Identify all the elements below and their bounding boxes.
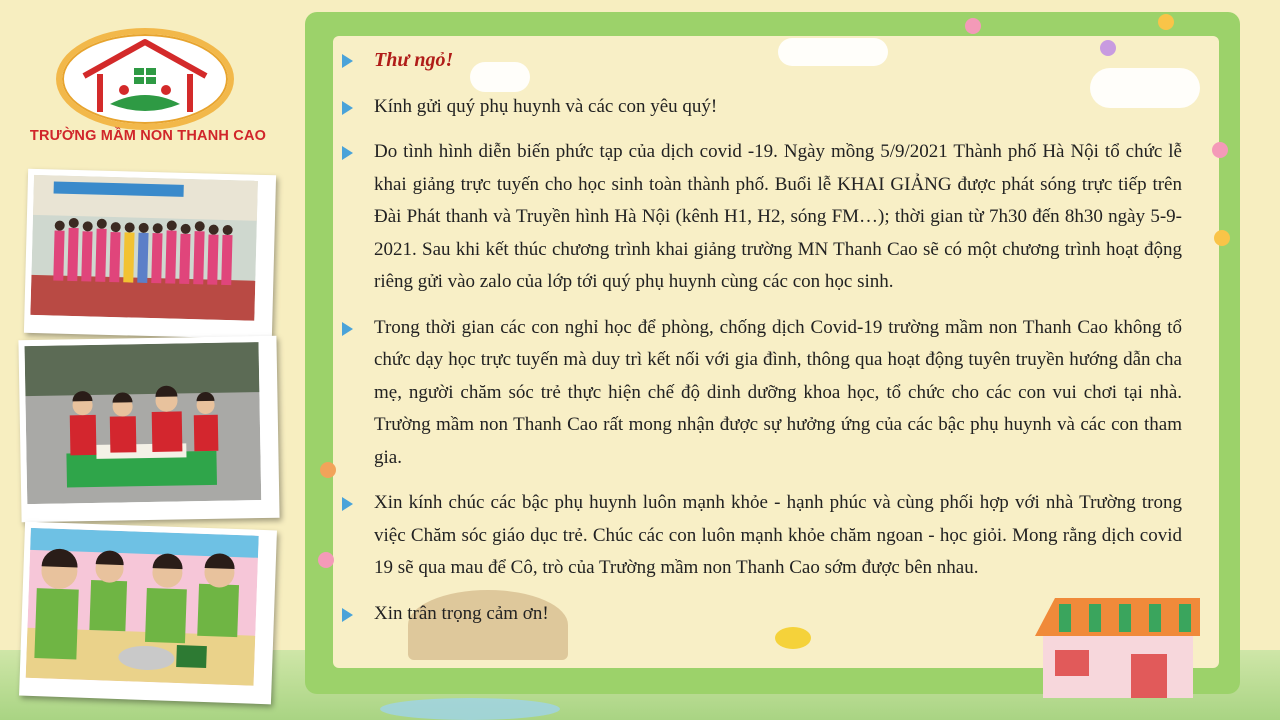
greeting-text: Kính gửi quý phụ huynh và các con yêu quý!: [374, 95, 718, 117]
flower-icon: [318, 552, 334, 568]
paragraph-text: Xin kính chúc các bậc phụ huynh luôn mạnh khỏe - hạnh phúc và cùng phối hợp với nhà Trường trong việc Chăm sóc giáo dục trẻ. Chúc các con luôn mạnh khỏe chăm ngoan - học giỏi. Mong rằng dịch covid 19 sẽ qua mau để Cô, trò của Trường mầm non Thanh Cao sớm được bên nhau.: [374, 492, 1182, 578]
letter-title-item: [340, 44, 1182, 78]
pond-decoration: [380, 698, 560, 720]
school-logo: [28, 20, 268, 160]
bullet-arrow-icon: [342, 146, 353, 160]
closing-text: Xin trân trọng cảm ơn!: [374, 602, 549, 624]
letter-paragraph: [340, 312, 1182, 475]
paragraph-text: Trong thời gian các con nghỉ học để phòng, chống dịch Covid-19 trường mầm non Thanh Cao không tổ chức dạy học trực tuyến mà duy trì kết nối với gia đình, thông qua hoạt động tuyên truyền hướng dẫn cha mẹ, người chăm sóc trẻ thực hiện chế độ dinh dưỡng khoa học, tổ chức cho các con vui chơi tại nhà. Trường mầm non Thanh Cao rất mong nhận được sự hưởng ứng của các bậc phụ huynh và các con tham gia.: [374, 316, 1182, 468]
bullet-arrow-icon: [342, 322, 353, 336]
flower-icon: [1158, 14, 1174, 30]
bullet-arrow-icon: [342, 497, 353, 511]
bird-icon: [775, 627, 811, 649]
logo-emblem: [56, 28, 234, 130]
bullet-arrow-icon: [342, 608, 353, 622]
bullet-arrow-icon: [342, 101, 353, 115]
flower-icon: [320, 462, 336, 478]
photo-teachers-group: [24, 169, 276, 339]
school-name: TRƯỜNG MẦM NON THANH CAO: [29, 128, 267, 144]
letter-title: Thư ngỏ!: [374, 49, 454, 71]
house-children-icon: [62, 34, 228, 124]
flower-icon: [1212, 142, 1228, 158]
bullet-arrow-icon: [342, 54, 353, 68]
letter-content: [340, 44, 1182, 630]
letter-paragraph: [340, 136, 1182, 299]
flower-icon: [965, 18, 981, 34]
letter-paragraph: [340, 91, 1182, 124]
photo-teachers-children-table: [18, 336, 279, 522]
flower-icon: [1214, 230, 1230, 246]
letter-paragraph: [340, 487, 1182, 585]
letter-paragraph: [340, 598, 1182, 631]
photo-children-wrapping-cakes: [19, 522, 277, 705]
paragraph-text: Do tình hình diễn biến phức tạp của dịch covid -19. Ngày mồng 5/9/2021 Thành phố Hà Nội tổ chức lễ khai giảng trực tuyến cho học sinh toàn thành phố. Buổi lễ KHAI GIẢNG được phát sóng trực tiếp trên Đài Phát thanh và Truyền hình Hà Nội (kênh H1, H2, sóng FM…); thời gian từ 7h30 đến 8h30 ngày 5-9-2021. Sau khi kết thúc chương trình khai giảng trường MN Thanh Cao sẽ có một chương trình hoạt động riêng gửi vào zalo của lớp tới quý phụ huynh cùng các con học sinh.: [374, 141, 1182, 292]
